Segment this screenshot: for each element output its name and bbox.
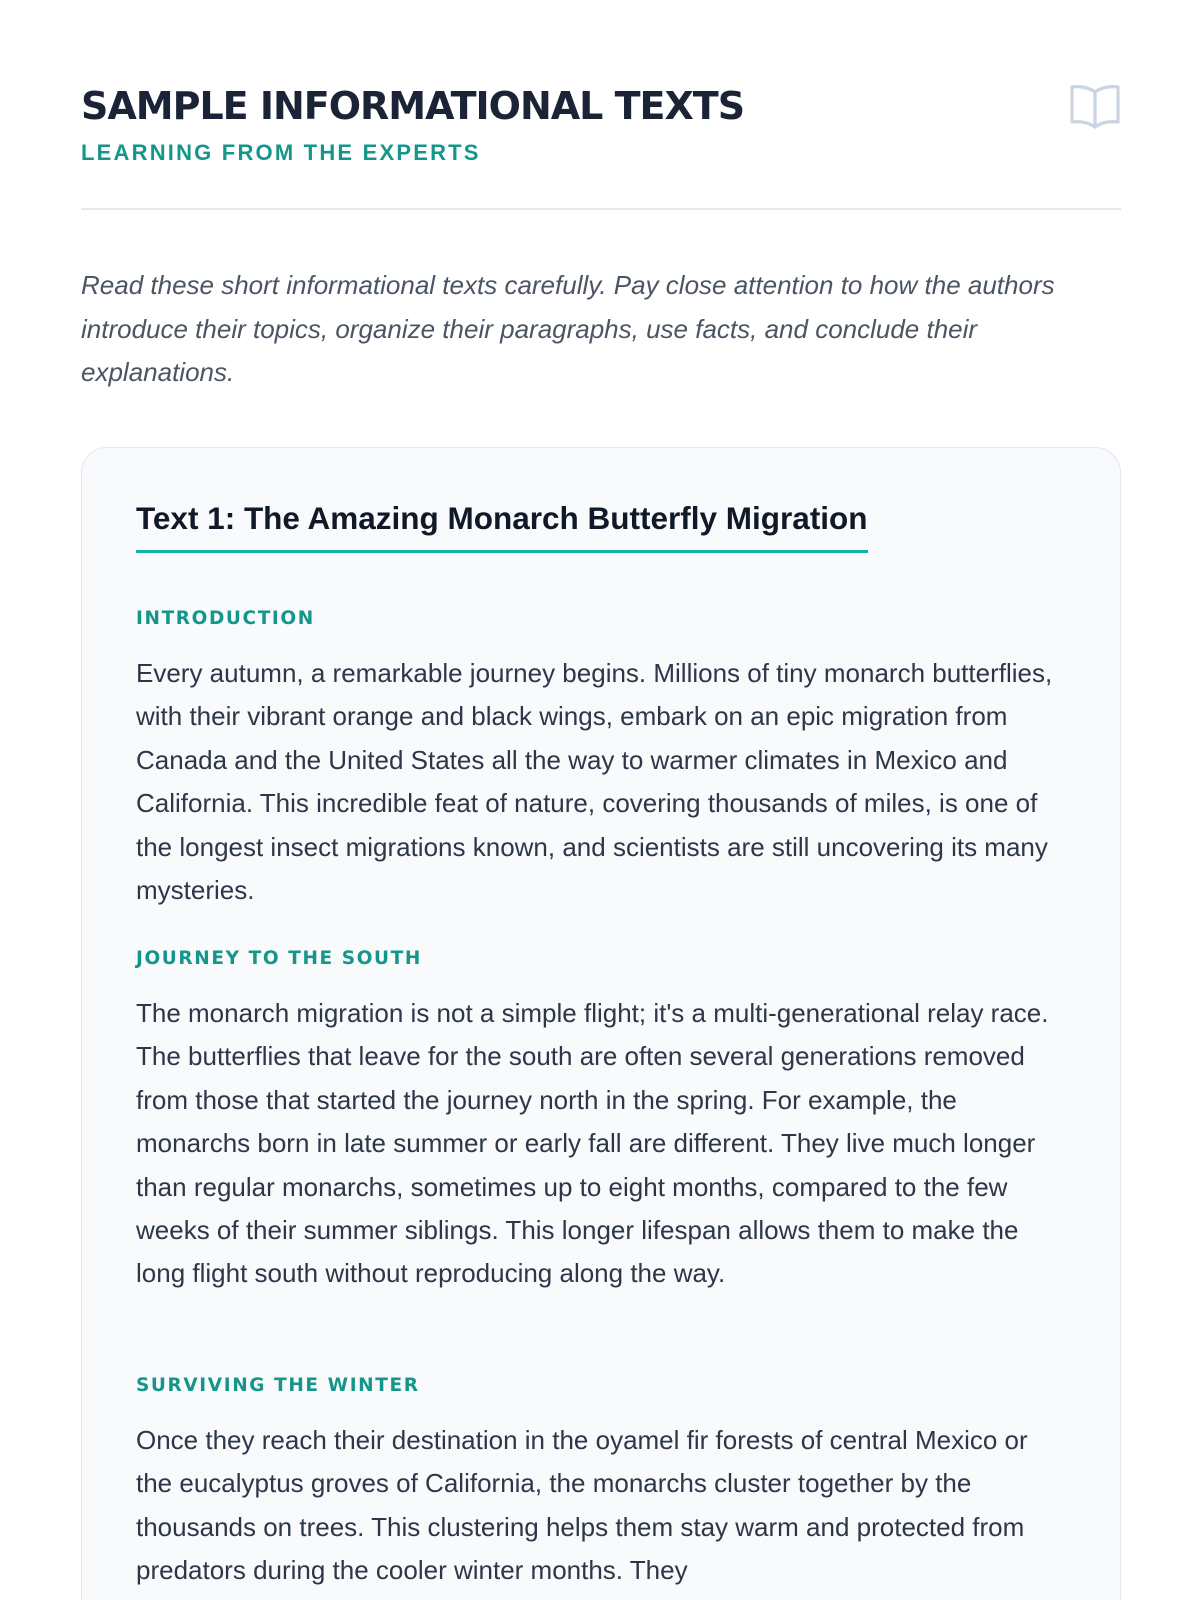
- section-heading: JOURNEY TO THE SOUTH: [136, 948, 422, 969]
- section-heading: INTRODUCTION: [136, 608, 315, 629]
- text-card: [81, 447, 1121, 1600]
- section-heading: SURVIVING THE WINTER: [136, 1375, 420, 1396]
- section-paragraph: Once they reach their destination in the oyamel fir forests of central Mexico or the eucalyptus groves of California, the monarchs cluster together by the thousands on trees. This clustering helps them stay warm and protected from predators during the cooler winter months. They: [136, 1425, 1028, 1586]
- book-open-icon: [1069, 82, 1121, 130]
- section-paragraph: Every autumn, a remarkable journey begins. Millions of tiny monarch butterflies, with their vibrant orange and black wings, embark on an epic migration from Canada and the United States all the way to warmer climates in Mexico and California. This incredible feat of nature, covering thousands of miles, is one of the longest insect migrations known, and scientists are still uncovering its many mysteries.: [136, 658, 1053, 906]
- section-introduction: [136, 604, 1066, 912]
- text-title: Text 1: The Amazing Monarch Butterfly Migration: [136, 498, 868, 553]
- intro-paragraph: Read these short informational texts carefully. Pay close attention to how the authors introduce their topics, organize their paragraphs, use facts, and conclude their explanations.: [81, 270, 1055, 387]
- page-header: [81, 78, 1121, 210]
- section-surviving-winter: [136, 1371, 1066, 1593]
- page-title: SAMPLE INFORMATIONAL TEXTS: [81, 84, 745, 128]
- page-subtitle: LEARNING FROM THE EXPERTS: [81, 140, 481, 165]
- section-paragraph: The monarch migration is not a simple flight; it's a multi-generational relay race. The butterflies that leave for the south are often several generations removed from those that started the journey north in the spring. For example, the monarchs born in late summer or early fall are different. They live much longer than regular monarchs, sometimes up to eight months, compared to the few weeks of their summer siblings. This longer lifespan allows them to make the long flight south without reproducing along the way.: [136, 998, 1049, 1289]
- section-journey-south: [136, 944, 1066, 1296]
